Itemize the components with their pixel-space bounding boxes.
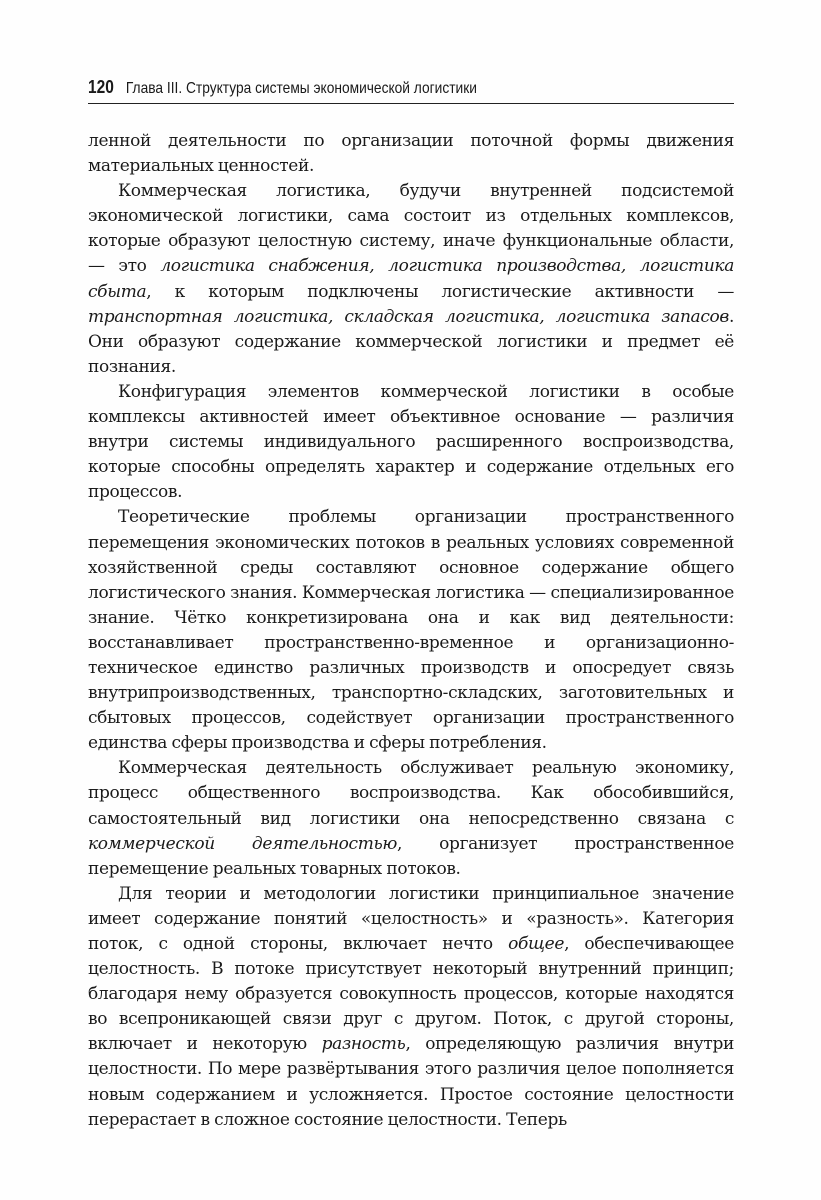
text-run: ленной деятельности по организации поточной формы движения материальных ценностей. [88,131,734,177]
text-run: . Они образуют содержание коммерческой логистики и предмет её познания. [88,306,734,377]
running-head [88,76,733,102]
text-run: , организует пространственное перемещение реальных товарных потоков. [88,833,734,879]
paragraph [88,756,734,881]
page-number: 120 [88,77,114,97]
italic-term: коммерческой деятельностью [88,833,398,854]
chapter-title: Глава III. Структура системы экономической логистики [125,80,477,97]
italic-term: общее [508,934,565,954]
text-run: Для теории и методологии логистики принципиальное значение имеет содержание понятий «целостность» и «разность». Категория поток, с одной стороны, включает нечто [88,883,734,954]
paragraph [88,179,734,380]
text-run: Конфигурация элементов коммерческой логистики в особые комплексы активностей имеет объективное основание — различия внутри системы индивидуального расширенного воспроизводства, которые способны определять характер и содержание отдельных его процессов. [88,381,734,503]
paragraph [88,882,734,1133]
text-run: Теоретические проблемы организации пространственного перемещения экономических потоков в реальных условиях современной хозяйственной среды составляют основное содержание общего логистического знания. Коммерческая логистика — специализированное знание. Чётко конкретизирована она и как вид деятельности: восстанавливает пространственно-временное и организационно-техническое единство различных производств и опосредует связь внутрипроизводственных, транспортно-складских, заготовительных и сбытовых процессов, содействует организации пространственного единства сферы производства и сферы потребления. [88,507,734,754]
text-run: , определяющую различия внутри целостности. По мере развёртывания этого различия целое пополняется новым содержанием и усложняется. Простое состояние целостности перерастает в сложное состояние целостности. Теперь [88,1034,734,1130]
paragraph [88,129,734,179]
italic-term: транспортная логистика, складская логистика, логистика запасов [88,306,729,327]
italic-term: логистика снабжения, логистика производства, логистика сбыта [88,256,735,302]
body-text [88,129,734,1133]
italic-term: разность [321,1034,406,1055]
text-run: Коммерческая логистика, будучи внутренней подсистемой экономической логистики, сама состоит из отдельных комплексов, которые образуют целостную систему, иначе функциональные области, — это [88,181,734,277]
text-run: , к которым подключены логистические активности — [146,281,734,302]
paragraph [88,505,734,756]
text-run: Коммерческая деятельность обслуживает реальную экономику, процесс общественного воспроизводства. Как обособившийся, самостоятельный вид логистики она непосредственно связана с [88,758,734,829]
text-run: , обеспечивающее целостность. В потоке присутствует некоторый внутренний принцип; благодаря нему образуется совокупность процессов, которые находятся во всепроникающей связи друг с другом. Поток, с другой стороны, включает и некоторую [88,934,734,1055]
header-rule [88,103,734,104]
paragraph [88,380,734,505]
